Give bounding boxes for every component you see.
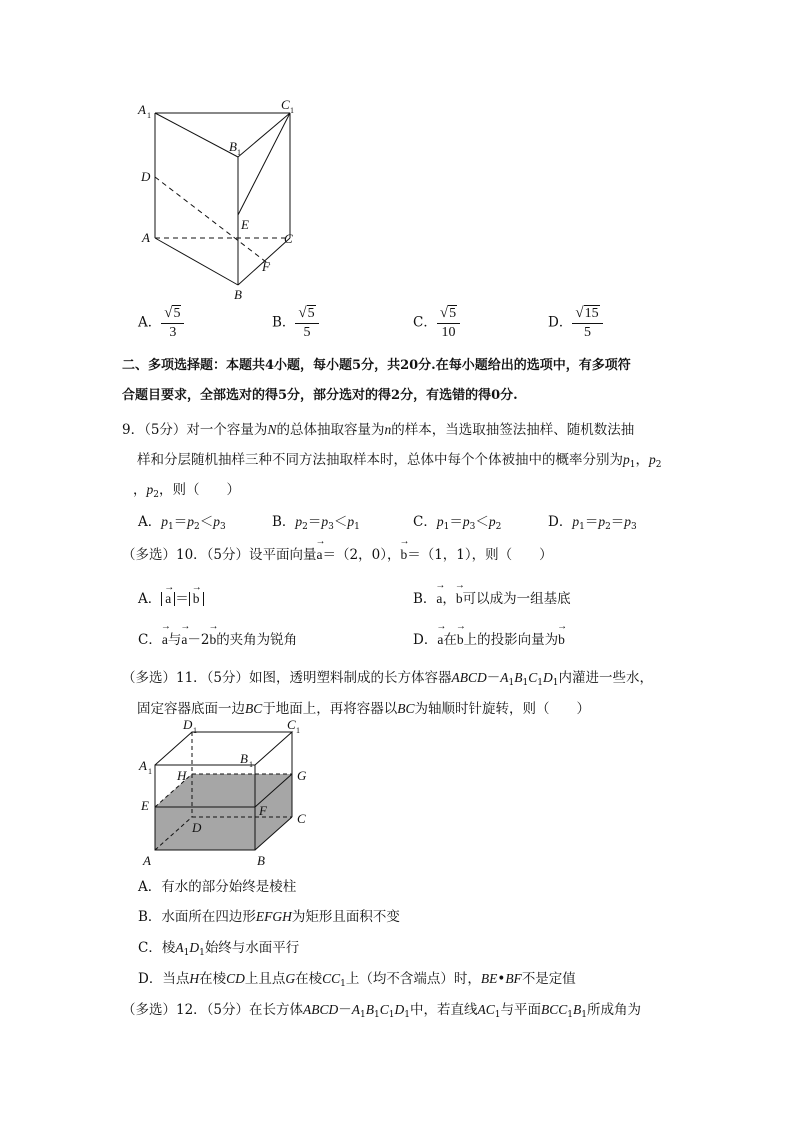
var-efgh: EFGH xyxy=(255,909,292,924)
var-p: p xyxy=(648,452,656,467)
label-sub: 1 xyxy=(147,111,151,120)
option-letter: B． xyxy=(272,514,296,530)
label-d: D xyxy=(192,820,202,835)
var-p: p xyxy=(624,514,632,529)
option-letter: A． xyxy=(138,591,162,607)
edge-a1b1 xyxy=(155,113,238,157)
option-letter: D． xyxy=(413,632,438,648)
denominator: 3 xyxy=(169,325,177,340)
equals: ＝ xyxy=(449,514,463,530)
q9-line2 xyxy=(137,448,661,470)
subscript: 1 xyxy=(629,460,636,470)
q11-text: 内灌进一些水， xyxy=(558,670,653,686)
water-front-face xyxy=(155,807,255,850)
label-a1: A xyxy=(139,758,147,773)
equals: ＝ xyxy=(610,514,625,530)
subscript: 3 xyxy=(219,522,226,532)
q11-line1: （多选）11．（5分）如图，透明塑料制成的长方体容器$ABCD-A_1B_1C_1D_1$内灌进一些水， xyxy=(122,670,653,688)
var-p: p xyxy=(146,482,154,497)
label-e: E xyxy=(241,217,249,232)
option-text: 始终与水面平行 xyxy=(204,940,300,956)
q9-text: 的样本，当选取抽签法抽样、随机数法抽 xyxy=(391,422,635,438)
option-text: 可以成为一组基底 xyxy=(462,591,571,607)
section-heading-line2: 合题目要求，全部选对的得5分，部分选对的得2分，有选错的得0分. xyxy=(122,388,518,403)
edge-b1c1 xyxy=(238,113,290,157)
dash: － xyxy=(338,1002,352,1018)
edge-ab xyxy=(155,238,238,285)
label-sub: 1 xyxy=(193,726,197,735)
label-sub: 1 xyxy=(290,106,294,115)
comma: ， xyxy=(442,591,456,607)
label-e: E xyxy=(141,798,149,813)
equals: ＝ xyxy=(173,514,188,530)
label-c1: C xyxy=(281,97,290,112)
var-p: p xyxy=(213,514,220,529)
vector-b: → b xyxy=(558,632,565,648)
q9-option-d[interactable] xyxy=(548,510,637,532)
vector-b: → b xyxy=(456,591,463,607)
q10-option-b[interactable] xyxy=(413,587,571,607)
option-text: B．水面所在四边形 xyxy=(138,909,256,925)
var-p: p xyxy=(436,514,444,529)
var-p: p xyxy=(321,514,329,529)
var-p: p xyxy=(462,514,470,529)
equals: ＝ xyxy=(175,591,189,607)
segment-c1e xyxy=(238,113,290,215)
var-bc: BC xyxy=(397,701,415,716)
var-h: H xyxy=(189,971,200,986)
option-letter: A． xyxy=(138,514,162,530)
q9-text: 9．（5分）对一个容量为 xyxy=(122,422,268,438)
label-sub: 1 xyxy=(237,148,241,157)
label-sub: 1 xyxy=(148,767,152,776)
subscript: 3 xyxy=(328,522,334,532)
subscript: 1 xyxy=(354,522,360,532)
vector-b: → b xyxy=(400,547,407,563)
var-ac: AC xyxy=(477,1002,495,1017)
vector-b: → b xyxy=(193,592,200,606)
prism-figure xyxy=(130,95,310,305)
var-p: p xyxy=(295,514,303,529)
option-letter: D． xyxy=(548,314,573,331)
subscript: 1 xyxy=(443,522,450,532)
q9-text: 样和分层随机抽样三种不同方法抽取样本时，总体中每个个体被抽中的概率分别为 xyxy=(137,452,623,468)
subscript: 1 xyxy=(168,522,174,532)
option-text: C．棱 xyxy=(138,940,176,956)
var-p: p xyxy=(572,514,580,529)
q12-stem: （多选）12．（5分）在长方体$ABCD-A_1B_1C_1D_1$中，若直线$AC_1$与平面$BCC_1B_1$所成角为 xyxy=(122,1002,641,1020)
option-text: －2 xyxy=(187,632,210,648)
option-text: 在棱 xyxy=(199,971,227,987)
option-text: 的夹角为锐角 xyxy=(216,632,298,648)
vector-a: → a xyxy=(181,632,187,648)
label-sub: 1 xyxy=(249,760,253,769)
subscript: 2 xyxy=(302,522,308,532)
var-abcd: ABCD xyxy=(451,670,487,685)
q8-option-b[interactable] xyxy=(272,306,319,340)
less-than: ＜ xyxy=(475,514,489,530)
denominator: 10 xyxy=(441,325,456,340)
subscript: 2 xyxy=(193,522,200,532)
option-letter: C． xyxy=(413,314,437,331)
q9-line1 xyxy=(122,418,634,438)
abs-a xyxy=(161,592,175,606)
q12-text: 所成角为 xyxy=(586,1002,641,1018)
q9-option-a[interactable] xyxy=(138,510,226,532)
q8-option-a[interactable] xyxy=(138,306,184,340)
label-c: C xyxy=(284,231,293,246)
q9-text: 的总体抽取容量为 xyxy=(276,422,385,438)
radicand: 5 xyxy=(307,306,315,321)
option-text: 与 xyxy=(167,632,182,648)
subscript: 2 xyxy=(495,522,502,532)
var-bc: BC xyxy=(245,701,263,716)
option-letter: C． xyxy=(413,514,437,530)
label-f: F xyxy=(259,803,267,818)
denominator: 5 xyxy=(583,325,591,340)
q11-text: 为轴顺时针旋转，则（ ） xyxy=(414,701,591,717)
label-sub: 1 xyxy=(296,726,300,735)
subscript: 2 xyxy=(153,490,159,500)
option-letter: A． xyxy=(138,314,162,331)
option-letter: C． xyxy=(138,632,162,648)
equals: ＝ xyxy=(584,514,599,530)
q9-option-c[interactable] xyxy=(413,510,501,532)
q11-option-c[interactable]: C．棱$A_1D_1$始终与水面平行 xyxy=(138,940,300,958)
radicand: 5 xyxy=(173,306,181,321)
var-cd: CD xyxy=(226,971,245,986)
subscript: 2 xyxy=(605,522,611,532)
q10-option-a[interactable] xyxy=(138,587,204,607)
option-text: 上的投影向量为 xyxy=(463,632,559,648)
q11-text: 于地面上，再将容器以 xyxy=(262,701,398,717)
vector-b: → b xyxy=(209,632,216,648)
var-p: p xyxy=(161,514,168,529)
var-p: p xyxy=(623,452,630,467)
label-c: C xyxy=(297,811,306,826)
vector-a: → a xyxy=(317,547,323,563)
label-b: B xyxy=(234,287,242,302)
var-be: BE xyxy=(480,971,498,986)
option-text: D．当点 xyxy=(138,971,190,987)
q10-text: （多选）10．（5分）设平面向量 xyxy=(122,547,317,563)
q12-text: 中，若直线 xyxy=(409,1002,478,1018)
equals: ＝ xyxy=(307,514,322,530)
option-text: 不是定值 xyxy=(521,971,576,987)
var-cc: CC xyxy=(322,971,341,986)
q9-text: ，则（ ） xyxy=(158,482,240,498)
label-b1: B xyxy=(240,751,248,766)
q11-option-a[interactable]: A．有水的部分始终是棱柱 xyxy=(138,879,297,895)
vector-a: → a xyxy=(436,591,442,607)
denominator: 5 xyxy=(303,325,311,340)
comma: ， xyxy=(635,452,649,468)
label-a: A xyxy=(142,230,150,245)
radicand: 15 xyxy=(584,306,599,321)
label-c1: C xyxy=(287,717,296,732)
label-d: D xyxy=(141,169,151,184)
option-letter: D． xyxy=(548,514,573,530)
var-p: p xyxy=(187,514,194,529)
radicand: 5 xyxy=(449,306,457,321)
subscript: 2 xyxy=(655,460,662,470)
var-p: p xyxy=(488,514,496,529)
q9-option-b[interactable] xyxy=(272,510,360,532)
var-g: G xyxy=(285,971,296,986)
label-h: H xyxy=(177,768,187,783)
option-text: 在棱 xyxy=(295,971,323,987)
box-figure xyxy=(130,712,330,870)
var-a: A xyxy=(500,670,509,685)
label-f: F xyxy=(262,259,270,274)
q10-text: ＝（1，1），则（ ） xyxy=(407,547,553,563)
vector-a: → a xyxy=(162,632,168,648)
q9-line3 xyxy=(133,478,240,500)
section-heading-line1: 二、多项选择题：本题共4小题，每小题5分，共20分.在每小题给出的选项中，有多项符 xyxy=(122,358,631,373)
subscript: 1 xyxy=(579,522,585,532)
var-bcc: BCC xyxy=(540,1002,568,1017)
fraction: $\frac{√15}{5}$ xyxy=(572,306,602,340)
var-p: p xyxy=(347,514,355,529)
q11-option-d[interactable]: D．当点H在棱CD上且点G在棱$CC_1$上（均不含端点）时，BE•BF不是定值 xyxy=(138,971,576,989)
vector-b: → b xyxy=(457,632,464,648)
label-a: A xyxy=(143,853,151,868)
comma: ， xyxy=(133,482,147,498)
less-than: ＜ xyxy=(199,514,214,530)
q8-option-d[interactable] xyxy=(548,306,603,340)
var-n-upper: N xyxy=(267,422,277,437)
subscript: 3 xyxy=(631,522,637,532)
label-b1: B xyxy=(229,139,237,154)
label-b: B xyxy=(257,853,265,868)
q10-text: ＝（2，0）， xyxy=(322,547,401,563)
q11-text: 固定容器底面一边 xyxy=(137,701,245,717)
fraction: $\frac{√5}{3}$ xyxy=(161,306,184,340)
fraction: $\frac{√5}{5}$ xyxy=(295,306,318,340)
q10-stem xyxy=(122,543,553,563)
q11-option-b[interactable] xyxy=(138,905,400,925)
less-than: ＜ xyxy=(333,514,348,530)
label-a1: A xyxy=(138,102,146,117)
vector-a: → a xyxy=(437,632,443,648)
fraction: $\frac{√5}{10}$ xyxy=(437,306,460,340)
var-p: p xyxy=(598,514,606,529)
segment-df-hidden xyxy=(155,177,270,265)
option-text: 上（均不含端点）时， xyxy=(345,971,481,987)
back-top-edges xyxy=(155,732,292,765)
q12-text: 与平面 xyxy=(500,1002,541,1018)
var-bf: BF xyxy=(505,971,522,986)
q11-text: （多选）11．（5分）如图，透明塑料制成的长方体容器 xyxy=(122,670,452,686)
var-n: n xyxy=(384,422,392,437)
option-letter: B． xyxy=(272,314,296,331)
label-d1: D xyxy=(183,717,193,732)
dash: － xyxy=(486,670,501,686)
option-text: 上且点 xyxy=(244,971,286,987)
dot: • xyxy=(497,971,506,987)
q10-option-d[interactable] xyxy=(413,628,565,648)
q8-option-c[interactable] xyxy=(413,306,460,340)
q12-text: （多选）12．（5分）在长方体 xyxy=(122,1002,304,1018)
option-letter: B． xyxy=(413,591,437,607)
q10-option-c[interactable] xyxy=(138,628,297,648)
abs-b xyxy=(189,592,204,606)
option-text: 在 xyxy=(443,632,457,648)
option-text: 为矩形且面积不变 xyxy=(291,909,400,925)
var-abcd: ABCD xyxy=(303,1002,339,1017)
label-g: G xyxy=(297,768,307,783)
vector-a: → a xyxy=(165,592,171,606)
subscript: 3 xyxy=(469,522,476,532)
